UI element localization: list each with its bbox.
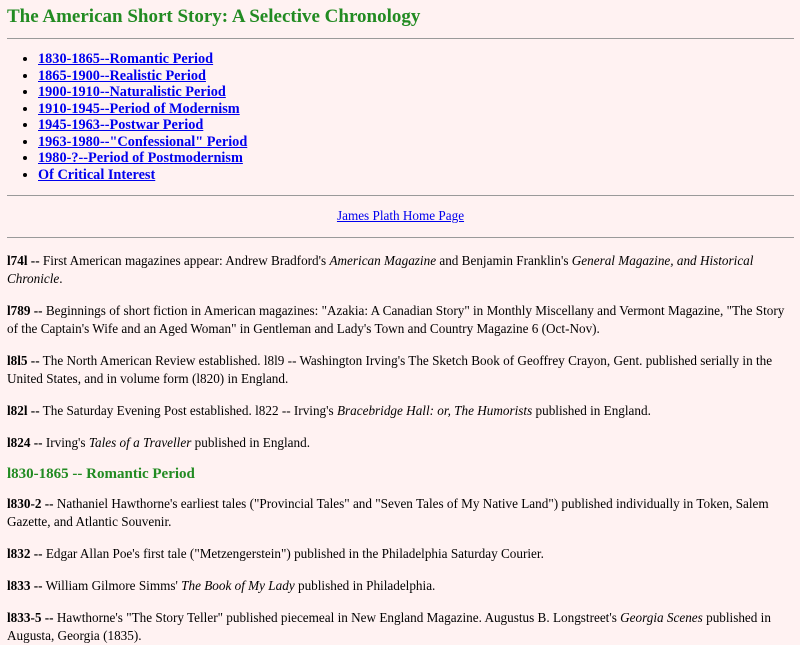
- divider: [7, 38, 794, 39]
- entry-text: Beginnings of short fiction in American magazines: "Azakia: A Canadian Story" in Monthly Miscellany and Vermont Magazine, "The Story of the Captain's Wife and an Aged Woman" in Gentleman and Lady's Town and Country Magazine 6 (Oct-Nov).: [7, 303, 785, 336]
- entry-1789: [7, 302, 794, 338]
- list-item: [38, 134, 794, 151]
- entry-title: American Magazine: [329, 253, 437, 268]
- entry-text: First American magazines appear: Andrew Bradford's: [39, 253, 330, 268]
- entry-text: Nathaniel Hawthorne's earliest tales ("Provincial Tales" and "Seven Tales of My Native Land") published individually in Token, Salem Gazette, and Atlantic Souvenir.: [7, 496, 769, 529]
- entry-title: The Book of My Lady: [181, 578, 295, 593]
- entry-text: .: [59, 271, 63, 286]
- entry-text: published in Philadelphia.: [294, 578, 436, 593]
- entry-text: Hawthorne's "The Story Teller" published piecemeal in New England Magazine. Augustus B. Longstreet's: [53, 610, 621, 625]
- home-link-row: [7, 208, 794, 224]
- entry-year: l82l --: [7, 403, 40, 418]
- entry-year: l832 --: [7, 546, 43, 561]
- list-item: [38, 51, 794, 68]
- list-item: [38, 84, 794, 101]
- divider: [7, 195, 794, 196]
- entry-year: l8l5 --: [7, 353, 40, 368]
- period-heading: l830-1865 -- Romantic Period: [7, 466, 195, 482]
- entry-text: Edgar Allan Poe's first tale ("Metzengerstein") published in the Philadelphia Saturday Courier.: [42, 546, 544, 561]
- entry-year: l833 --: [7, 578, 43, 593]
- entry-year: l833-5 --: [7, 610, 54, 625]
- link-critical-interest[interactable]: Of Critical Interest: [38, 166, 156, 183]
- page-title: The American Short Story: A Selective Chronology: [7, 6, 421, 27]
- link-romantic-period[interactable]: 1830-1865--Romantic Period: [38, 51, 214, 67]
- entry-title: General Magazine, and Historical Chronicle: [7, 253, 754, 286]
- link-postmodernism-period[interactable]: 1980-?--Period of Postmodernism: [38, 150, 243, 166]
- entry-1824: [7, 434, 794, 452]
- home-page-link[interactable]: James Plath Home Page: [336, 208, 465, 223]
- entry-1830: [7, 495, 794, 531]
- link-modernism-period[interactable]: 1910-1945--Period of Modernism: [38, 100, 240, 117]
- entry-1832: [7, 545, 794, 563]
- entry-year: l789 --: [7, 303, 43, 318]
- entry-1821: [7, 402, 794, 420]
- link-confessional-period[interactable]: 1963-1980--"Confessional" Period: [38, 133, 248, 150]
- entry-1741: [7, 252, 794, 288]
- list-item: [38, 117, 794, 134]
- list-item: [38, 101, 794, 118]
- entry-text: published in Augusta, Georgia (1835).: [7, 610, 771, 643]
- entry-1833: [7, 577, 794, 595]
- entry-text: published in England.: [532, 403, 651, 418]
- entry-year: l74l --: [7, 253, 40, 268]
- entry-text: William Gilmore Simms': [42, 578, 182, 593]
- entry-1815: [7, 352, 794, 388]
- entry-text: Irving's: [42, 435, 89, 450]
- list-item: [38, 150, 794, 167]
- link-naturalistic-period[interactable]: 1900-1910--Naturalistic Period: [38, 84, 226, 100]
- entry-text: published in England.: [191, 435, 311, 450]
- link-realistic-period[interactable]: 1865-1900--Realistic Period: [38, 67, 206, 84]
- entry-text: and Benjamin Franklin's: [436, 253, 572, 268]
- link-postwar-period[interactable]: 1945-1963--Postwar Period: [38, 117, 204, 133]
- list-item: [38, 68, 794, 85]
- entry-1833-5: [7, 609, 794, 645]
- period-list: [7, 51, 794, 183]
- entry-year: l830-2 --: [7, 496, 54, 511]
- entry-title: Bracebridge Hall: or, The Humorists: [336, 403, 533, 418]
- entry-title: Tales of a Traveller: [88, 435, 192, 450]
- entry-year: l824 --: [7, 435, 43, 450]
- entry-title: Georgia Scenes: [620, 610, 703, 625]
- entry-text: The Saturday Evening Post established. l822 -- Irving's: [39, 403, 337, 418]
- list-item: [38, 167, 794, 184]
- entry-text: The North American Review established. l8l9 -- Washington Irving's The Sketch Book of Geoffrey Crayon, Gent. published serially in the United States, and in volume form (l820) in England.: [7, 353, 773, 386]
